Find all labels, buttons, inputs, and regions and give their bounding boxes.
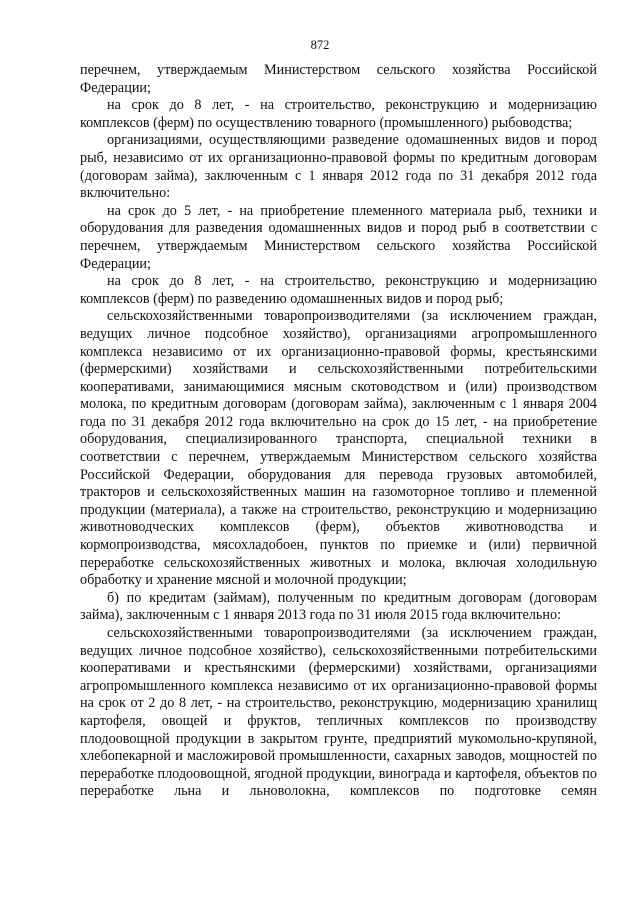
body-text <box>80 62 597 801</box>
paragraph: перечнем, утверждаемым Министерством сельского хозяйства Российской Федерации; <box>80 62 597 96</box>
paragraph: сельскохозяйственными товаропроизводителями (за исключением граждан, ведущих личное подсобное хозяйство), организациями агропромышленного комплекса независимо от их организационно-правовой формы, крестьянскими (фермерскими) хозяйствами и сельскохозяйственными потребительскими кооперативами, занимающимися мясным скотоводством и (или) производством молока, по кредитным договорам (договорам займа), заключенным с 1 января 2004 года по 31 декабря 2012 года включительно на срок до 15 лет, - на приобретение оборудования, специализированного транспорта, специальной техники в соответствии с перечнем, утверждаемым Министерством сельского хозяйства Российской Федерации, оборудования для перевода грузовых автомобилей, тракторов и сельскохозяйственных машин на газомоторное топливо и племенной продукции (материала), а также на строительство, реконструкцию и модернизацию животноводческих комплексов (ферм), объектов животноводства и кормопроизводства, мясохладобоен, пунктов по приемке и (или) первичной переработке сельскохозяйственных животных и молока, включая холодильную обработку и хранение мясной и молочной продукции; <box>80 308 597 589</box>
paragraph: организациями, осуществляющими разведение одомашненных видов и пород рыб, независимо от их организационно-правовой формы по кредитным договорам (договорам займа), заключенным с 1 января 2012 года по 31 декабря 2012 года включительно: <box>80 132 597 202</box>
page-number: 872 <box>310 38 330 52</box>
paragraph: на срок до 5 лет, - на приобретение племенного материала рыб, техники и оборудования для разведения одомашненных видов и пород рыб в соответствии с перечнем, утверждаемым Министерством сельского хозяйства Российской Федерации; <box>80 202 597 272</box>
paragraph: сельскохозяйственными товаропроизводителями (за исключением граждан, ведущих личное подсобное хозяйство), сельскохозяйственными потребительскими кооперативами и крестьянскими (фермерскими) хозяйствами, организациями агропромышленного комплекса независимо от их организационно-правовой формы на срок от 2 до 8 лет, - на строительство, реконструкцию, модернизацию хранилищ картофеля, овощей и фруктов, тепличных комплексов по производству плодоовощной продукции в закрытом грунте, предприятий мукомольно-крупяной, хлебопекарной и масложировой промышленности, сахарных заводов, мощностей по переработке плодоовощной, ягодной продукции, винограда и картофеля, объектов по переработке льна и льноволокна, комплексов по подготовке семян <box>80 625 597 800</box>
paragraph: на срок до 8 лет, - на строительство, реконструкцию и модернизацию комплексов (ферм) по разведению одомашненных видов и пород рыб; <box>80 273 597 307</box>
paragraph: б) по кредитам (займам), полученным по кредитным договорам (договорам займа), заключенным с 1 января 2013 года по 31 июля 2015 года включительно: <box>80 589 597 624</box>
paragraph: на срок до 8 лет, - на строительство, реконструкцию и модернизацию комплексов (ферм) по осуществлению товарного (промышленного) рыбоводства; <box>80 97 597 131</box>
